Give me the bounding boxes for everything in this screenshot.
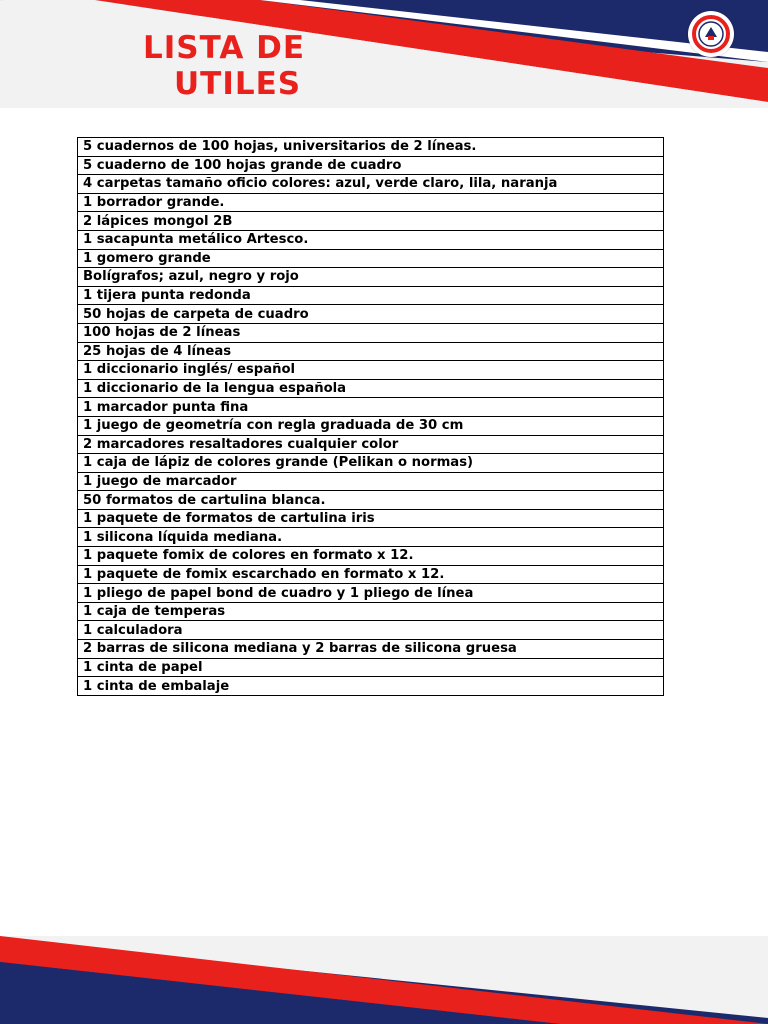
table-row bbox=[78, 658, 664, 677]
supply-item: 1 gomero grande bbox=[78, 249, 664, 268]
supply-item: 5 cuadernos de 100 hojas, universitarios de 2 líneas. bbox=[78, 138, 664, 157]
supply-item: 50 formatos de cartulina blanca. bbox=[78, 491, 664, 510]
supply-item: 1 marcador punta fina bbox=[78, 398, 664, 417]
supply-item: 1 paquete fomix de colores en formato x 12. bbox=[78, 547, 664, 566]
supply-item: 1 tijera punta redonda bbox=[78, 286, 664, 305]
table-row bbox=[78, 416, 664, 435]
table-row bbox=[78, 175, 664, 194]
table-row bbox=[78, 361, 664, 380]
table-row bbox=[78, 138, 664, 157]
supply-item: 2 barras de silicona mediana y 2 barras de silicona gruesa bbox=[78, 640, 664, 659]
table-row bbox=[78, 528, 664, 547]
supply-item: 1 calculadora bbox=[78, 621, 664, 640]
supply-item: 50 hojas de carpeta de cuadro bbox=[78, 305, 664, 324]
supply-item: 100 hojas de 2 líneas bbox=[78, 323, 664, 342]
supply-list-table bbox=[77, 137, 664, 696]
table-row bbox=[78, 677, 664, 696]
supply-item: 1 juego de geometría con regla graduada de 30 cm bbox=[78, 416, 664, 435]
supply-item: 1 pliego de papel bond de cuadro y 1 pliego de línea bbox=[78, 584, 664, 603]
supply-item: 1 silicona líquida mediana. bbox=[78, 528, 664, 547]
table-row bbox=[78, 398, 664, 417]
page-title-line-1: LISTA DE bbox=[143, 30, 306, 66]
supply-item: 1 caja de temperas bbox=[78, 602, 664, 621]
page-title-line-2: UTILES bbox=[174, 66, 302, 102]
table-row bbox=[78, 547, 664, 566]
table-row bbox=[78, 249, 664, 268]
supply-item: 1 cinta de papel bbox=[78, 658, 664, 677]
table-row bbox=[78, 156, 664, 175]
supply-item: 25 hojas de 4 líneas bbox=[78, 342, 664, 361]
page-title bbox=[0, 30, 460, 102]
table-row bbox=[78, 621, 664, 640]
table-row bbox=[78, 491, 664, 510]
supply-item: 1 paquete de fomix escarchado en formato x 12. bbox=[78, 565, 664, 584]
table-row bbox=[78, 323, 664, 342]
table-row bbox=[78, 565, 664, 584]
table-row bbox=[78, 454, 664, 473]
supply-item: 1 caja de lápiz de colores grande (Pelikan o normas) bbox=[78, 454, 664, 473]
supply-item: 1 sacapunta metálico Artesco. bbox=[78, 230, 664, 249]
table-row bbox=[78, 286, 664, 305]
supply-item: Bolígrafos; azul, negro y rojo bbox=[78, 268, 664, 287]
table-row bbox=[78, 509, 664, 528]
supply-item: 1 juego de marcador bbox=[78, 472, 664, 491]
table-row bbox=[78, 305, 664, 324]
table-row bbox=[78, 379, 664, 398]
table-row bbox=[78, 435, 664, 454]
supply-item: 1 borrador grande. bbox=[78, 193, 664, 212]
table-row bbox=[78, 640, 664, 659]
supply-item: 4 carpetas tamaño oficio colores: azul, verde claro, lila, naranja bbox=[78, 175, 664, 194]
supply-item: 5 cuaderno de 100 hojas grande de cuadro bbox=[78, 156, 664, 175]
supply-item: 1 diccionario inglés/ español bbox=[78, 361, 664, 380]
supply-item: 1 cinta de embalaje bbox=[78, 677, 664, 696]
footer-decoration bbox=[0, 936, 768, 1024]
table-row bbox=[78, 268, 664, 287]
table-row bbox=[78, 212, 664, 231]
table-row bbox=[78, 602, 664, 621]
supply-item: 2 lápices mongol 2B bbox=[78, 212, 664, 231]
table-row bbox=[78, 342, 664, 361]
supply-item: 1 diccionario de la lengua española bbox=[78, 379, 664, 398]
supply-item: 1 paquete de formatos de cartulina iris bbox=[78, 509, 664, 528]
table-row bbox=[78, 472, 664, 491]
table-row bbox=[78, 584, 664, 603]
table-row bbox=[78, 193, 664, 212]
school-crest-icon bbox=[688, 11, 734, 57]
supply-item: 2 marcadores resaltadores cualquier color bbox=[78, 435, 664, 454]
table-row bbox=[78, 230, 664, 249]
